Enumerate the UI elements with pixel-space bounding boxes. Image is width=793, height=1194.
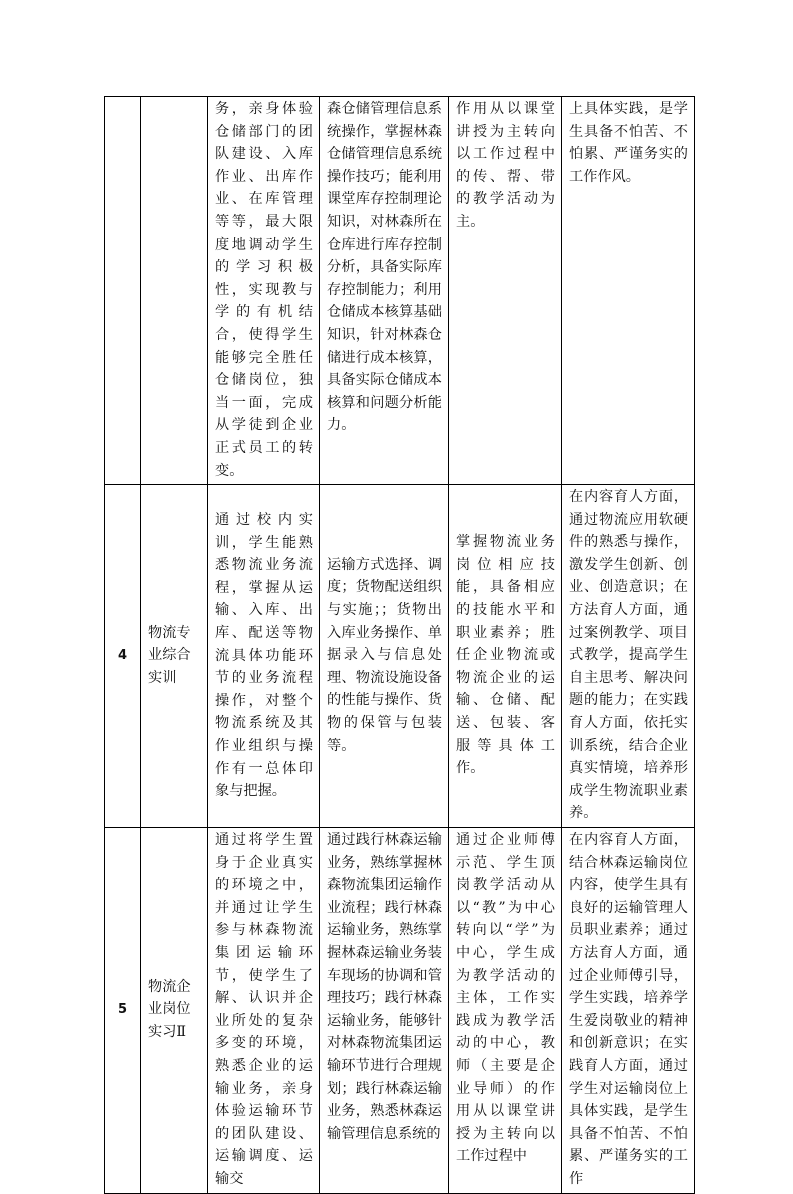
course-name-cell: 物流企业岗位实习Ⅱ	[141, 828, 208, 1194]
curriculum-table	[104, 96, 695, 1194]
training-goal-cell: 通过校内实训，学生能熟悉物流业务流程，掌握从运输、入库、出库、配送等物流具体功能环节的业务流程操作，对整个物流系统及其作业组织与操作有一总体印象与把握。	[208, 485, 320, 828]
table-row	[105, 828, 695, 1194]
row-number-cell	[105, 97, 141, 485]
course-name-cell: 物流专业综合实训	[141, 485, 208, 828]
table-row	[105, 485, 695, 828]
training-goal-cell: 通过将学生置身于企业真实的环境之中，并通过让学生参与林森物流集团运输环节，使学生了解、认识并企业所处的复杂多变的环境，熟悉企业的运输业务，亲身体验运输环节的团队建设、运输调度、运输交	[208, 828, 320, 1194]
training-goal-cell: 务，亲身体验仓储部门的团队建设、入库作业、出库作业、在库管理等等，最大限度地调动学生的学习积极性，实现教与学的有机结合，使得学生能够完全胜任仓储岗位，独当一面，完成从学徒到企业正式员工的转变。	[208, 97, 320, 485]
teaching-method-cell: 作用从以课堂讲授为主转向以工作过程中的传、帮、带的教学活动为主。	[449, 97, 562, 485]
training-content-cell: 通过践行林森运输业务，熟练掌握林森物流集团运输作业流程；践行林森运输业务，熟练掌握林森运输业务装车现场的协调和管理技巧；践行林森运输业务，能够针对林森物流集团运输环节进行合理规划；践行林森运输业务，熟悉林森运输管理信息系统的	[320, 828, 449, 1194]
teaching-method-cell: 通过企业师傅示范、学生顶岗教学活动从以“教”为中心转向以“学”为中心，学生成为教学活动的主体，工作实践成为教学活动的中心，教师（主要是企业导师）的作用从以课堂讲授为主转向以工作过程中	[449, 828, 562, 1194]
training-content-cell: 运输方式选择、调度；货物配送组织与实施；；货物出入库业务操作、单据录入与信息处理、物流设施设备的性能与操作、货物的保管与包装等。	[320, 485, 449, 828]
row-number-cell: 5	[105, 828, 141, 1194]
ideology-cell: 上具体实践，是学生具备不怕苦、不怕累、严谨务实的工作作风。	[562, 97, 695, 485]
ideology-cell: 在内容育人方面，结合林森运输岗位内容，使学生具有良好的运输管理人员职业素养；通过方法育人方面，通过企业师傅引导，学生实践，培养学生爱岗敬业的精神和创新意识；在实践育人方面，通过学生对运输岗位上具体实践，是学生具备不怕苦、不怕累、严谨务实的工作	[562, 828, 695, 1194]
table-row	[105, 97, 695, 485]
teaching-method-cell: 掌握物流业务岗位相应技能，具备相应的技能水平和职业素养；胜任企业物流或物流企业的运输、仓储、配送、包装、客服等具体工作。	[449, 485, 562, 828]
course-name-cell	[141, 97, 208, 485]
training-content-cell: 森仓储管理信息系统操作，掌握林森仓储管理信息系统操作技巧；能利用课堂库存控制理论知识，对林森所在仓库进行库存控制分析，具备实际库存控制能力；利用仓储成本核算基础知识，针对林森仓储进行成本核算，具备实际仓储成本核算和问题分析能力。	[320, 97, 449, 485]
row-number-cell: 4	[105, 485, 141, 828]
ideology-cell: 在内容育人方面，通过物流应用软硬件的熟悉与操作，激发学生创新、创业、创造意识；在方法育人方面，通过案例教学、项目式教学，提高学生自主思考、解决问题的能力；在实践育人方面，依托实训系统，结合企业真实情境，培养形成学生物流职业素养。	[562, 485, 695, 828]
